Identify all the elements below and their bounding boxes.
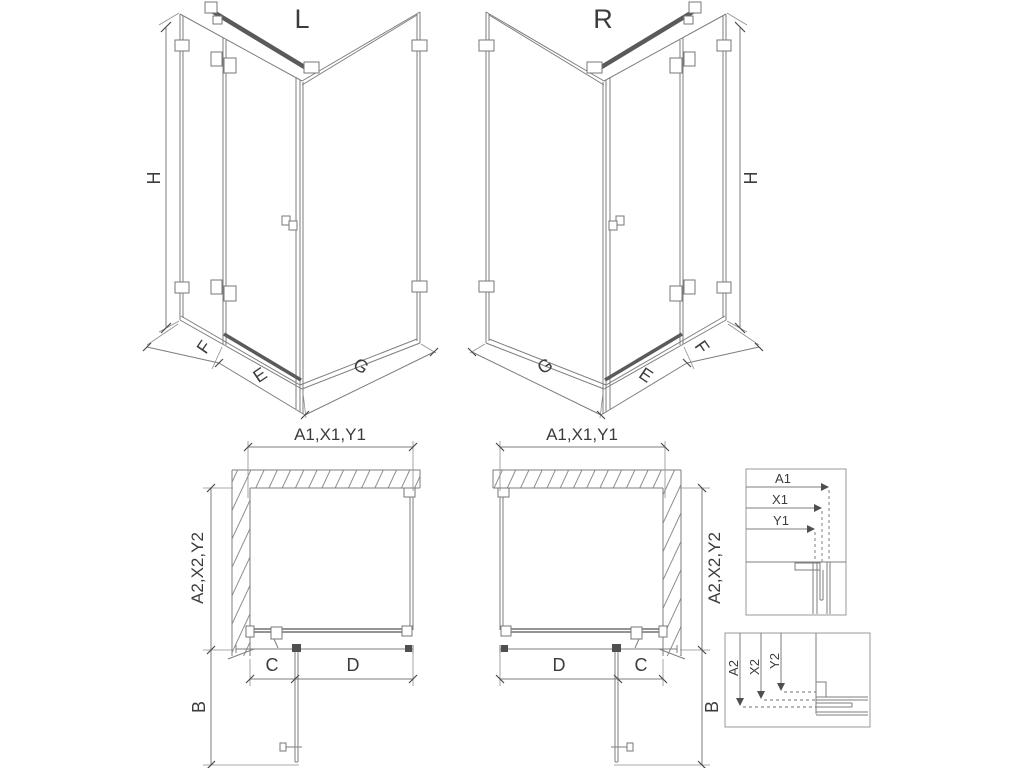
detail-a1-label: A1: [775, 471, 791, 486]
iso-view-right-drawing: [468, 2, 763, 419]
iso-view-left-labels: [144, 4, 372, 387]
fixed-segment-dim-label: C: [634, 655, 648, 675]
depth-dim-label: A2,X2,Y2: [705, 532, 724, 604]
door-segment-dim-label: D: [346, 655, 360, 675]
detail-y1-label: Y1: [773, 513, 789, 528]
detail-depth-labels: [726, 653, 782, 676]
plan-view-right-labels: [546, 425, 724, 713]
front-fixed-dim-label: F: [192, 336, 216, 358]
variant-label-right: R: [593, 4, 613, 34]
depth-dim-label: A2,X2,Y2: [188, 532, 207, 604]
side-dim-label: G: [349, 353, 373, 379]
plan-view-left-labels: [188, 425, 366, 713]
iso-view-right-labels: [534, 4, 761, 387]
detail-y2-label: Y2: [767, 653, 782, 669]
detail-a2-label: A2: [726, 660, 741, 676]
front-fixed-dim-label: F: [690, 336, 714, 358]
variant-label-left: L: [294, 4, 310, 34]
front-door-dim-label: E: [635, 363, 657, 387]
detail-x1-label: X1: [772, 492, 788, 507]
door-segment-dim-label: D: [552, 655, 566, 675]
detail-width-labels: [772, 471, 791, 528]
front-door-dim-label: E: [249, 363, 271, 387]
door-swing-dim-label: B: [702, 700, 722, 714]
detail-x2-label: X2: [747, 659, 762, 675]
detail-depth-box: [725, 633, 870, 727]
door-swing-dim-label: B: [189, 700, 209, 714]
detail-width-box: [746, 469, 846, 615]
width-dim-label: A1,X1,Y1: [294, 425, 366, 444]
height-dim-label: H: [144, 171, 164, 185]
plan-wall-hatching: [232, 470, 681, 656]
height-dim-label: H: [741, 171, 761, 185]
iso-view-left-drawing: [143, 2, 438, 419]
side-dim-label: G: [533, 353, 557, 379]
width-dim-label: A1,X1,Y1: [546, 425, 618, 444]
fixed-segment-dim-label: C: [265, 655, 279, 675]
